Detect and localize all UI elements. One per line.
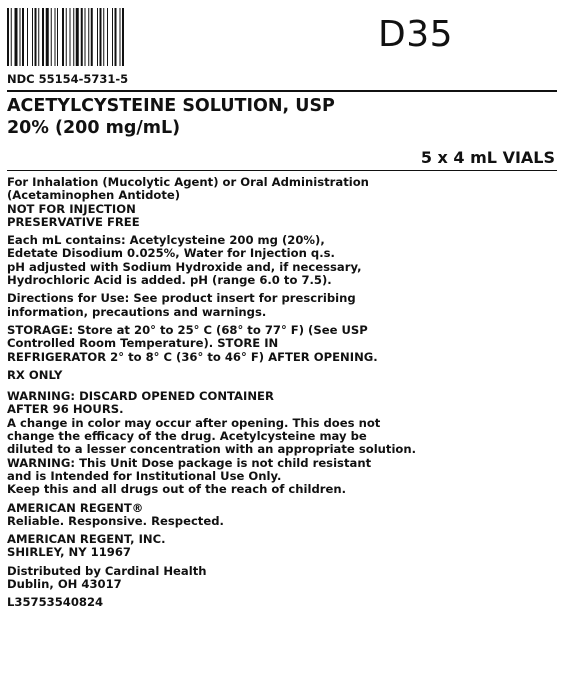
barcode-bar [57, 8, 58, 66]
brand-name: AMERICAN REGENT® [7, 500, 144, 515]
warning-line: A change in color may occur after opening. This does not [7, 415, 381, 430]
storage-line: Controlled Room Temperature). STORE IN [7, 336, 279, 351]
manufacturer-name: AMERICAN REGENT, INC. [7, 532, 166, 547]
brand-tagline: Reliable. Responsive. Respected. [7, 513, 224, 528]
barcode-bar [107, 8, 108, 66]
package-size: 5 x 4 mL VIALS [420, 148, 555, 167]
distributor-address: Dublin, OH 43017 [7, 577, 122, 592]
warning-line: WARNING: This Unit Dose package is not child resistant [7, 455, 372, 470]
barcode-bar [32, 8, 33, 66]
directions-section [7, 292, 557, 319]
barcode-bar [115, 8, 117, 66]
barcode-bar [38, 8, 39, 66]
product-title [7, 95, 335, 139]
distributor-name: Distributed by Cardinal Health [7, 563, 207, 578]
barcode-bar [7, 8, 9, 66]
indication-line: PRESERVATIVE FREE [7, 214, 140, 229]
label-body [7, 176, 557, 615]
storage-section [7, 324, 557, 364]
product-code: D35 [378, 14, 454, 55]
indication-line: NOT FOR INJECTION [7, 201, 136, 216]
composition-section [7, 234, 557, 287]
barcode-bar [20, 8, 21, 66]
barcode-bar [120, 8, 121, 66]
barcode-bar [46, 8, 49, 66]
storage-line: REFRIGERATOR 2° to 8° C (36° to 46° F) AFTER OPENING. [7, 349, 378, 364]
barcode-bar [15, 8, 18, 66]
rx-only: RX ONLY [7, 367, 63, 382]
manufacturer-section [7, 533, 557, 560]
product-strength: 20% (200 mg/mL) [7, 118, 181, 138]
warning-line: change the efficacy of the drug. Acetylcysteine may be [7, 429, 367, 444]
warning-line: and is Intended for Institutional Use Only. [7, 468, 282, 483]
barcode-bar [103, 8, 104, 66]
barcode-bar [22, 8, 24, 66]
barcode-bar [73, 8, 74, 66]
barcode-bar [97, 8, 98, 66]
storage-line: STORAGE: Store at 20° to 25° C (68° to 77° F) (See USP [7, 322, 368, 337]
indications-section [7, 176, 557, 229]
warnings-section [7, 390, 557, 496]
barcode-bar [122, 8, 124, 66]
composition-line: pH adjusted with Sodium Hydroxide and, if necessary, [7, 259, 362, 274]
barcode-bar [100, 8, 102, 66]
distributor-section [7, 565, 557, 592]
barcode [7, 8, 159, 66]
barcode-bar [81, 8, 83, 66]
manufacturer-address: SHIRLEY, NY 11967 [7, 545, 131, 560]
barcode-bar [27, 8, 28, 66]
barcode-bar [88, 8, 89, 66]
barcode-bar [66, 8, 67, 66]
barcode-bar [70, 8, 71, 66]
barcode-bar [51, 8, 52, 66]
indication-line: For Inhalation (Mucolytic Agent) or Oral Administration [7, 175, 369, 189]
lot-code: L35753540824 [7, 595, 104, 610]
section-divider [7, 170, 557, 171]
barcode-bar [76, 8, 79, 66]
composition-line: Each mL contains: Acetylcysteine 200 mg (20%), [7, 233, 325, 248]
barcode-bar [62, 8, 64, 66]
warning-line: AFTER 96 HOURS. [7, 402, 124, 417]
ndc-number: NDC 55154-5731-5 [7, 72, 129, 86]
barcode-bar [85, 8, 86, 66]
directions-line: Directions for Use: See product insert for prescribing [7, 291, 356, 306]
brand-section [7, 502, 557, 529]
indication-line: (Acetaminophen Antidote) [7, 188, 181, 203]
barcode-bar [91, 8, 93, 66]
warning-line: WARNING: DISCARD OPENED CONTAINER [7, 389, 274, 404]
barcode-bar [112, 8, 113, 66]
top-divider [7, 90, 557, 92]
directions-line: information, precautions and warnings. [7, 304, 267, 319]
barcode-bar [42, 8, 44, 66]
barcode-bar [35, 8, 37, 66]
warning-line: Keep this and all drugs out of the reach of children. [7, 482, 347, 497]
barcode-bar [11, 8, 12, 66]
barcode-bar [55, 8, 56, 66]
product-name: ACETYLCYSTEINE SOLUTION, USP [7, 96, 335, 116]
warning-line: diluted to a lesser concentration with an appropriate solution. [7, 442, 417, 457]
composition-line: Edetate Disodium 0.025%, Water for Injection q.s. [7, 246, 335, 261]
composition-line: Hydrochloric Acid is added. pH (range 6.0 to 7.5). [7, 273, 332, 288]
